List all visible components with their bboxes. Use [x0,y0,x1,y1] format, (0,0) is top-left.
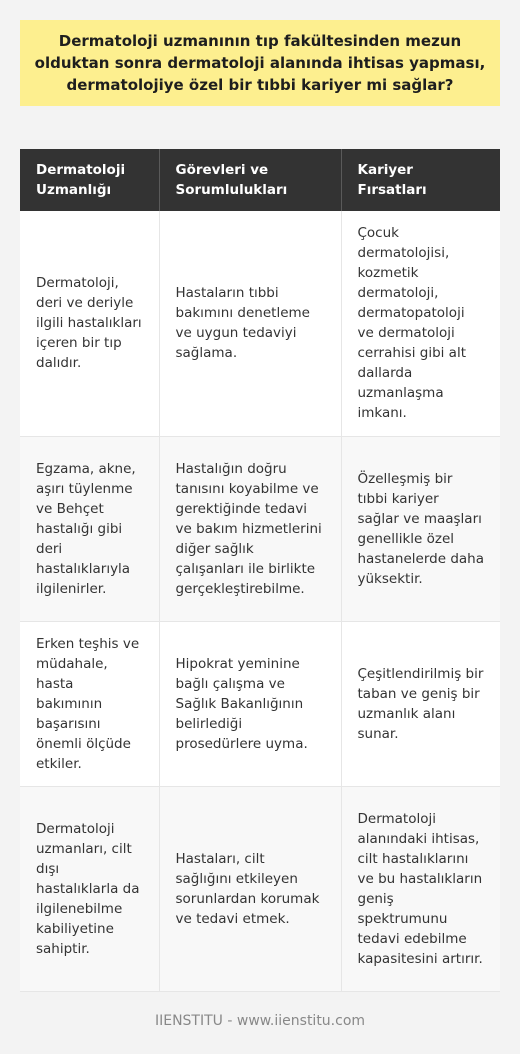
column-header: Görevleri ve Sorumlulukları [159,149,341,211]
table-row [20,621,500,786]
table-row [20,436,500,621]
page-title: Dermatoloji uzmanının tıp fakültesinden mezun olduktan sonra dermatoloji alanında ihtisas yapması, dermatolojiye özel bir tıbbi kariyer mi sağlar? [34,32,486,94]
table-cell: Dermatoloji alanındaki ihtisas, cilt hastalıklarını ve bu hastalıkların geniş spektrumunu tedavi edebilme kapasitesini artırır. [341,786,500,991]
table-cell: Egzama, akne, aşırı tüylenme ve Behçet hastalığı gibi deri hastalıklarıyla ilgilenirler. [20,436,159,621]
comparison-table [20,149,500,992]
table-cell: Dermatoloji, deri ve deriyle ilgili hastalıkları içeren bir tıp dalıdır. [20,211,159,436]
table-cell: Hipokrat yeminine bağlı çalışma ve Sağlık Bakanlığının belirlediği prosedürlere uyma. [159,621,341,786]
table-cell: Hastalığın doğru tanısını koyabilme ve gerektiğinde tedavi ve bakım hizmetlerini diğer sağlık çalışanları ile birlikte gerçekleştirebilme. [159,436,341,621]
table-row [20,786,500,991]
column-header: Dermatoloji Uzmanlığı [20,149,159,211]
table-row [20,211,500,436]
title-banner [20,20,500,106]
table-cell: Erken teşhis ve müdahale, hasta bakımının başarısını önemli ölçüde etkiler. [20,621,159,786]
table-cell: Hastaları, cilt sağlığını etkileyen sorunlardan korumak ve tedavi etmek. [159,786,341,991]
footer-credit: IIENSTITU - www.iienstitu.com [154,1013,366,1029]
table-cell: Hastaların tıbbi bakımını denetleme ve uygun tedaviyi sağlama. [159,211,341,436]
table-cell: Çeşitlendirilmiş bir taban ve geniş bir uzmanlık alanı sunar. [341,621,500,786]
table-header-row [20,149,500,211]
table-cell: Çocuk dermatolojisi, kozmetik dermatoloji, dermatopatoloji ve dermatoloji cerrahisi gibi alt dallarda uzmanlaşma imkanı. [341,211,500,436]
table-cell: Dermatoloji uzmanları, cilt dışı hastalıklarla da ilgilenebilme kabiliyetine sahiptir. [20,786,159,991]
column-header: Kariyer Fırsatları [341,149,500,211]
table-cell: Özelleşmiş bir tıbbi kariyer sağlar ve maaşları genellikle özel hastanelerde daha yüksektir. [341,436,500,621]
